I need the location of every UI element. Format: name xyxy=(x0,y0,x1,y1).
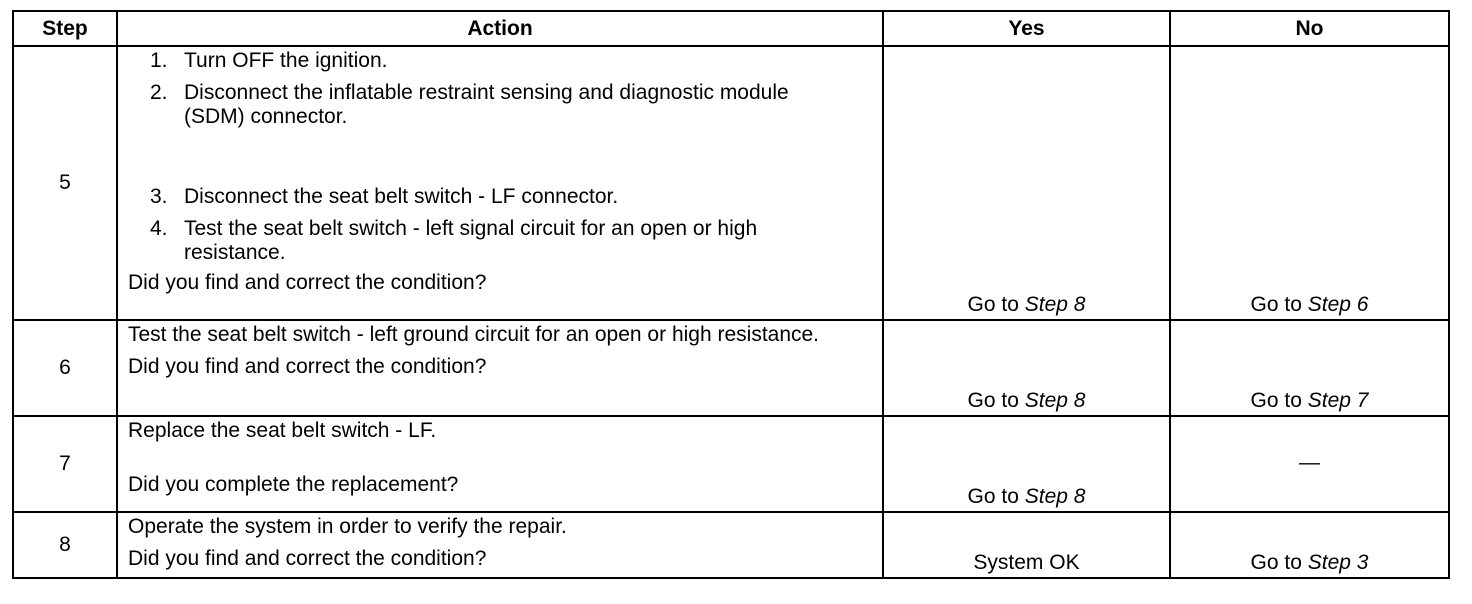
list-item-number: 4. xyxy=(150,217,168,240)
diagnostic-table xyxy=(12,10,1450,579)
no-step-link[interactable]: Step 7 xyxy=(1307,389,1369,412)
action-cell xyxy=(117,512,883,578)
yes-cell xyxy=(883,46,1170,320)
step-number: 8 xyxy=(13,512,117,578)
header-row xyxy=(13,11,1449,46)
list-item xyxy=(150,185,872,209)
yes-cell xyxy=(883,416,1170,512)
yes-prefix: Go to xyxy=(967,485,1019,508)
step-number: 6 xyxy=(13,320,117,416)
no-step-link[interactable]: Step 3 xyxy=(1307,551,1369,574)
no-cell xyxy=(1170,46,1449,320)
action-text: Operate the system in order to verify the repair. xyxy=(128,515,567,538)
action-text: Replace the seat belt switch - LF. xyxy=(128,419,437,442)
action-question: Did you find and correct the condition? xyxy=(128,547,487,570)
list-item xyxy=(150,81,872,129)
no-cell xyxy=(1170,320,1449,416)
no-prefix: Go to xyxy=(1250,389,1302,412)
table-row-step-6 xyxy=(13,320,1449,416)
list-item xyxy=(150,217,872,265)
list-item-number: 3. xyxy=(150,185,168,208)
action-question: Did you find and correct the condition? xyxy=(128,271,487,294)
action-question: Did you complete the replacement? xyxy=(128,473,459,496)
table-row-step-7 xyxy=(13,416,1449,512)
list-item-number: 1. xyxy=(150,49,168,72)
action-cell xyxy=(117,320,883,416)
list-item-number: 2. xyxy=(150,81,168,104)
action-list xyxy=(128,49,872,265)
yes-step-link[interactable]: Step 8 xyxy=(1024,485,1086,508)
table-row-step-5 xyxy=(13,46,1449,320)
list-item-text: Disconnect the inflatable restraint sensing and diagnostic module (SDM) connector. xyxy=(184,81,789,128)
action-question: Did you find and correct the condition? xyxy=(128,355,487,378)
list-item-text: Test the seat belt switch - left signal circuit for an open or high resistance. xyxy=(184,217,758,264)
list-item-text: Turn OFF the ignition. xyxy=(184,49,388,72)
table-row-step-8 xyxy=(13,512,1449,578)
action-text: Test the seat belt switch - left ground circuit for an open or high resistance. xyxy=(128,323,820,346)
yes-step-link[interactable]: Step 8 xyxy=(1024,389,1086,412)
header-step: Step xyxy=(13,11,117,46)
header-action: Action xyxy=(117,11,883,46)
yes-prefix: Go to xyxy=(967,389,1019,412)
no-step-link[interactable]: Step 6 xyxy=(1307,293,1369,316)
no-prefix: Go to xyxy=(1250,551,1302,574)
yes-result-text: System OK xyxy=(973,551,1080,574)
step-number: 7 xyxy=(13,416,117,512)
yes-step-link[interactable]: Step 8 xyxy=(1024,293,1086,316)
action-cell xyxy=(117,416,883,512)
header-no: No xyxy=(1170,11,1449,46)
header-yes: Yes xyxy=(883,11,1170,46)
list-item xyxy=(150,49,872,73)
no-dash: — xyxy=(1299,451,1320,474)
yes-prefix: Go to xyxy=(967,293,1019,316)
no-cell xyxy=(1170,512,1449,578)
no-prefix: Go to xyxy=(1250,293,1302,316)
diagnostic-table-container xyxy=(12,10,1450,579)
action-cell xyxy=(117,46,883,320)
no-cell xyxy=(1170,416,1449,512)
list-item-text: Disconnect the seat belt switch - LF connector. xyxy=(184,185,619,208)
step-number: 5 xyxy=(13,46,117,320)
yes-cell xyxy=(883,512,1170,578)
yes-cell xyxy=(883,320,1170,416)
